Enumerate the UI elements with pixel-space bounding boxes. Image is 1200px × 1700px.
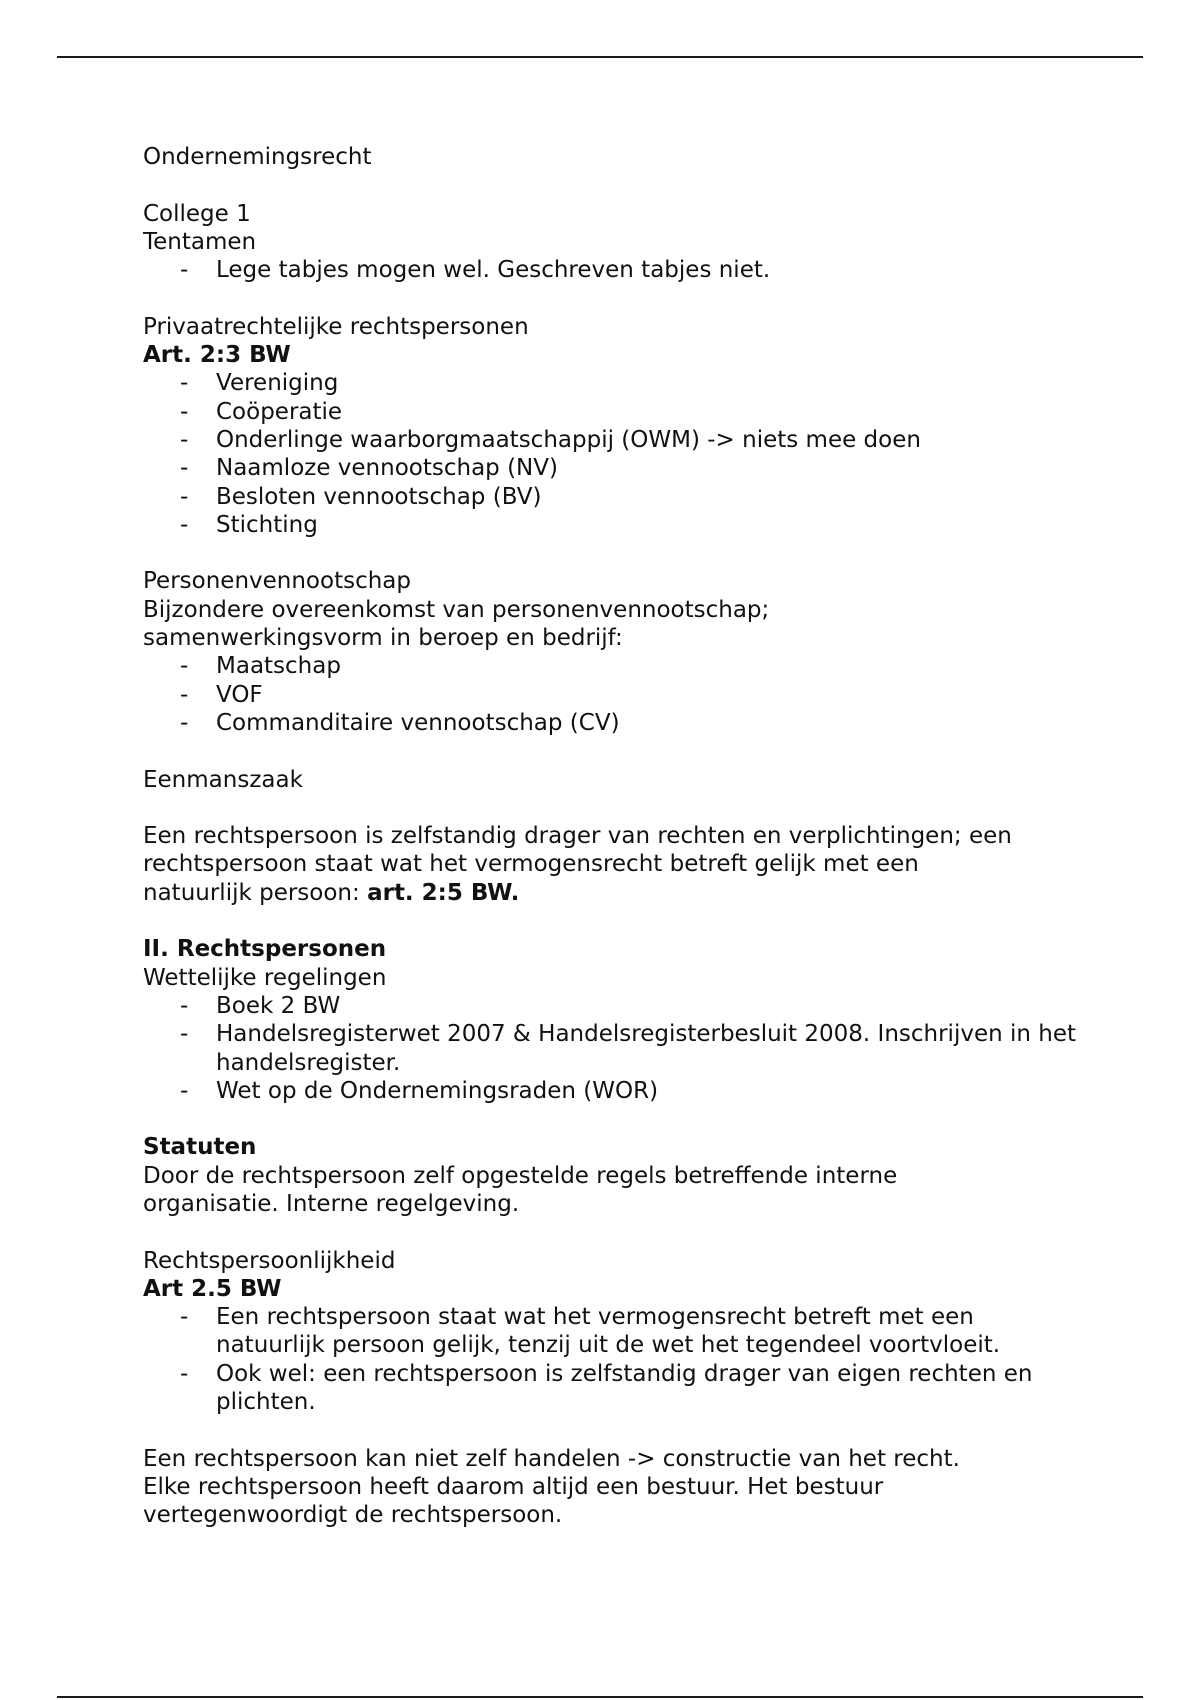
- bullet-dash: -: [180, 483, 189, 510]
- privaat-list: [143, 369, 1083, 539]
- closing-line1: Een rechtspersoon kan niet zelf handelen -> constructie van het recht.: [143, 1445, 960, 1472]
- bullet-dash: -: [180, 1077, 189, 1104]
- rp-para-line3: natuurlijk persoon: art. 2:5 BW.: [143, 879, 520, 906]
- bullet-dash: -: [180, 1304, 189, 1331]
- bullet-dash: -: [180, 992, 189, 1019]
- bullet-dash: -: [180, 370, 189, 397]
- section-heading: II. Rechtspersonen: [143, 936, 387, 963]
- privaat-article: Art. 2:3 BW: [143, 342, 291, 369]
- list-item: - Boek 2 BW: [180, 992, 341, 1019]
- regelingen-list: [143, 992, 1083, 1105]
- personen-list: [143, 652, 1083, 737]
- list-item: - Coöperatie: [180, 398, 343, 425]
- bullet-dash: -: [180, 1021, 189, 1048]
- tentamen-list: [143, 256, 1083, 284]
- bullet-dash: -: [180, 709, 189, 736]
- bullet-dash: -: [180, 511, 189, 538]
- closing-line2: Elke rechtspersoon heeft daarom altijd een bestuur. Het bestuur: [143, 1473, 884, 1500]
- document-title: Ondernemingsrecht: [143, 144, 372, 170]
- top-rule: [57, 56, 1143, 58]
- rp-para-line1: Een rechtspersoon is zelfstandig drager van rechten en verplichtingen; een: [143, 823, 1012, 850]
- statuten-line2: organisatie. Interne regelgeving.: [143, 1190, 520, 1217]
- list-item: - Lege tabjes mogen wel. Geschreven tabjes niet.: [180, 257, 771, 284]
- rechtspersoonlijkheid-heading: Rechtspersoonlijkheid: [143, 1247, 396, 1274]
- rechtspersoonlijkheid-list: [143, 1303, 1083, 1416]
- privaat-heading: Privaatrechtelijke rechtspersonen: [143, 313, 529, 340]
- list-item: - Wet op de Ondernemingsraden (WOR): [180, 1077, 659, 1104]
- list-item: - Ook wel: een rechtspersoon is zelfstandig drager van eigen rechten en plichten.: [180, 1360, 1033, 1416]
- list-item: - Stichting: [180, 511, 318, 538]
- list-item: - Naamloze vennootschap (NV): [180, 455, 558, 482]
- personen-line1: Bijzondere overeenkomst van personenvennootschap;: [143, 596, 770, 623]
- list-item: - Maatschap: [180, 653, 341, 680]
- list-item: - Commanditaire vennootschap (CV): [180, 709, 620, 736]
- personen-line2: samenwerkingsvorm in beroep en bedrijf:: [143, 625, 623, 652]
- article-reference: art. 2:5 BW.: [367, 879, 520, 906]
- tentamen-heading: Tentamen: [143, 228, 257, 255]
- list-item: - Een rechtspersoon staat wat het vermogensrecht betreft met een natuurlijk persoon gelijk, tenzij uit de wet het tegendeel voortvloeit.: [180, 1304, 1001, 1359]
- bullet-dash: -: [180, 455, 189, 482]
- document-body: [143, 143, 1083, 1530]
- list-item: - Handelsregisterwet 2007 & Handelsregisterbesluit 2008. Inschrijven in het handelsregister.: [180, 1021, 1077, 1076]
- rp-para-line2: rechtspersoon staat wat het vermogensrecht betreft gelijk met een: [143, 851, 919, 878]
- statuten-heading: Statuten: [143, 1134, 257, 1161]
- bullet-dash: -: [180, 681, 189, 708]
- bullet-dash: -: [180, 398, 189, 425]
- statuten-line1: Door de rechtspersoon zelf opgestelde regels betreffende interne: [143, 1162, 898, 1189]
- list-item: - Onderlinge waarborgmaatschappij (OWM) -> niets mee doen: [180, 426, 921, 453]
- bullet-dash: -: [180, 653, 189, 680]
- list-item: - VOF: [180, 681, 263, 708]
- eenmanszaak-heading: Eenmanszaak: [143, 766, 303, 793]
- list-item: - Vereniging: [180, 370, 339, 397]
- bottom-rule: [57, 1696, 1143, 1698]
- personen-heading: Personenvennootschap: [143, 568, 411, 595]
- section-subheading: Wettelijke regelingen: [143, 964, 387, 991]
- college-label: College 1: [143, 200, 251, 227]
- bullet-dash: -: [180, 1360, 189, 1387]
- closing-line3: vertegenwoordigt de rechtspersoon.: [143, 1502, 563, 1529]
- rechtspersoonlijkheid-article: Art 2.5 BW: [143, 1275, 282, 1302]
- bullet-dash: -: [180, 257, 189, 284]
- list-item: - Besloten vennootschap (BV): [180, 483, 542, 510]
- bullet-dash: -: [180, 426, 189, 453]
